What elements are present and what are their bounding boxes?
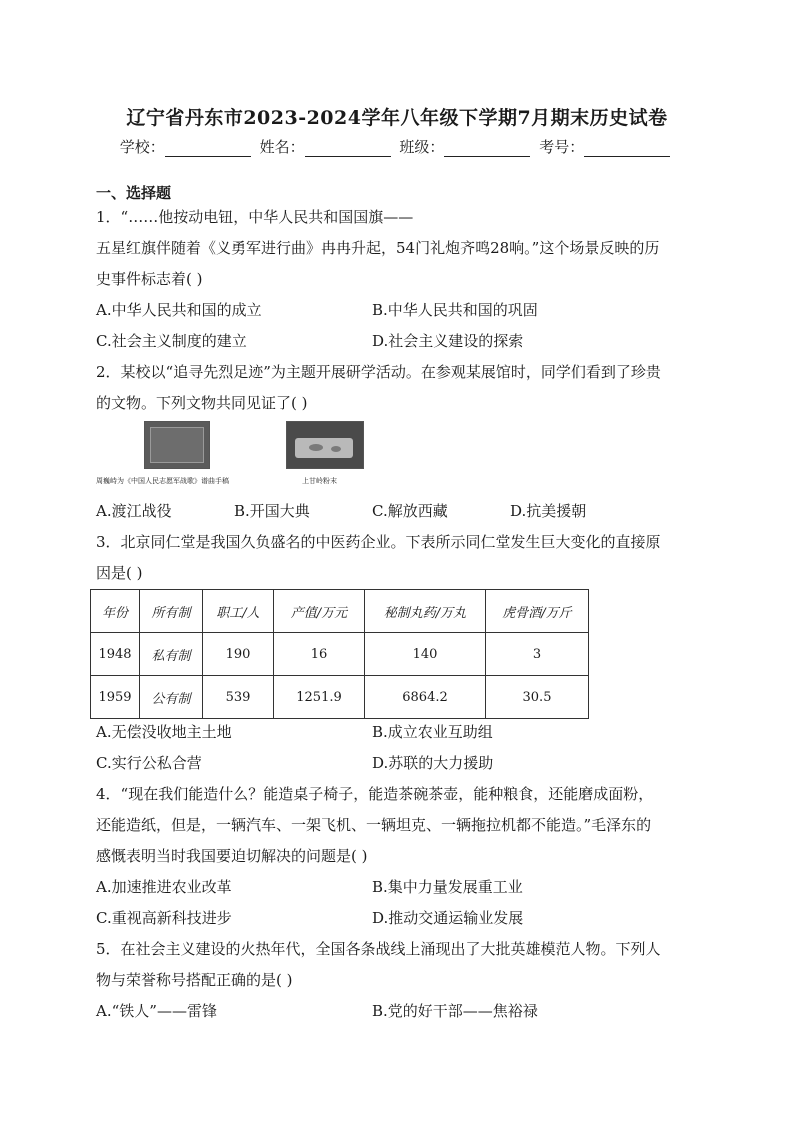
table-header-row [91, 590, 589, 633]
table-cell: 私有制 [140, 633, 203, 676]
header-cell: 秘制丸药/万丸 [365, 590, 486, 633]
exam-title: 辽宁省丹东市2023-2024学年八年级下学期7月期末历史试卷 [126, 107, 668, 129]
q4-option-b: B.集中力量发展重工业 [372, 878, 523, 896]
table-row [91, 633, 589, 676]
table-cell: 1251.9 [274, 676, 365, 719]
table-cell: 3 [486, 633, 589, 676]
q3-data-table [90, 589, 589, 719]
class-blank [444, 142, 530, 157]
q4-option-a: A.加速推进农业改革 [96, 878, 232, 896]
school-blank [165, 142, 251, 157]
q4-line-3: 感慨表明当时我国要迫切解决的问题是( ) [96, 847, 368, 865]
q3-line-1: 3．北京同仁堂是我国久负盛名的中医药企业。下表所示同仁堂发生巨大变化的直接原 [96, 533, 661, 551]
q2-line-1: 2．某校以“追寻先烈足迹”为主题开展研学活动。在参观某展馆时，同学们看到了珍贵 [96, 363, 661, 381]
manuscript-photo [144, 421, 210, 469]
q3-option-a: A.无偿没收地主土地 [96, 723, 232, 741]
table-cell: 30.5 [486, 676, 589, 719]
q2-option-a: A.渡江战役 [96, 502, 172, 520]
header-cell: 职工/人 [203, 590, 274, 633]
table-cell: 190 [203, 633, 274, 676]
q2-line-2: 的文物。下列文物共同见证了( ) [96, 394, 308, 412]
q4-option-d: D.推动交通运输业发展 [372, 909, 524, 927]
q1-line-3: 史事件标志着( ) [96, 270, 203, 288]
q1-line-2: 五星红旗伴随着《义勇军进行曲》冉冉升起，54门礼炮齐鸣28响。”这个场景反映的历 [96, 239, 660, 257]
q1-line-1: 1．“……他按动电钮，中华人民共和国国旗—— [96, 208, 414, 226]
q1-option-a: A.中华人民共和国的成立 [96, 301, 262, 319]
number-blank [584, 142, 670, 157]
header-cell: 年份 [91, 590, 140, 633]
q3-option-d: D.苏联的大力援助 [372, 754, 494, 772]
table-cell: 公有制 [140, 676, 203, 719]
q2-image-2-caption: 上甘岭粉末 [302, 477, 337, 485]
student-info-row [0, 136, 794, 157]
class-label: 班级： [399, 138, 445, 156]
q2-image-1-caption: 周巍峙为《中国人民志愿军战歌》谱曲手稿 [96, 477, 229, 485]
school-label: 学校： [119, 138, 165, 156]
table-cell: 140 [365, 633, 486, 676]
name-label: 姓名： [259, 138, 305, 156]
q2-option-d: D.抗美援朝 [510, 502, 587, 520]
table-cell: 1959 [91, 676, 140, 719]
q3-option-b: B.成立农业互助组 [372, 723, 493, 741]
section-heading: 一、选择题 [96, 184, 172, 202]
q1-option-b: B.中华人民共和国的巩固 [372, 301, 538, 319]
q1-option-d: D.社会主义建设的探索 [372, 332, 524, 350]
q3-option-c: C.实行公私合营 [96, 754, 202, 772]
q5-line-1: 5．在社会主义建设的火热年代，全国各条战线上涌现出了大批英雄模范人物。下列人 [96, 940, 661, 958]
q4-line-2: 还能造纸，但是，一辆汽车、一架飞机、一辆坦克、一辆拖拉机都不能造。”毛泽东的 [96, 816, 652, 834]
header-cell: 产值/万元 [274, 590, 365, 633]
q5-option-b: B.党的好干部——焦裕禄 [372, 1002, 538, 1020]
q2-option-c: C.解放西藏 [372, 502, 448, 520]
q2-image-2 [284, 421, 364, 489]
q5-line-2: 物与荣誉称号搭配正确的是( ) [96, 971, 293, 989]
q2-image-1 [96, 421, 276, 489]
number-label: 考号： [539, 138, 585, 156]
header-cell: 所有制 [140, 590, 203, 633]
q5-option-a: A.“铁人”——雷锋 [96, 1002, 217, 1020]
q1-option-c: C.社会主义制度的建立 [96, 332, 247, 350]
q2-option-b: B.开国大典 [234, 502, 310, 520]
powder-photo [286, 421, 364, 469]
table-row [91, 676, 589, 719]
table-cell: 539 [203, 676, 274, 719]
table-cell: 6864.2 [365, 676, 486, 719]
q4-option-c: C.重视高新科技进步 [96, 909, 232, 927]
table-cell: 16 [274, 633, 365, 676]
q4-line-1: 4．“现在我们能造什么？能造桌子椅子，能造茶碗茶壶，能种粮食，还能磨成面粉， [96, 785, 654, 803]
header-cell: 虎骨酒/万斤 [486, 590, 589, 633]
name-blank [305, 142, 391, 157]
q3-line-2: 因是( ) [96, 564, 143, 582]
table-cell: 1948 [91, 633, 140, 676]
